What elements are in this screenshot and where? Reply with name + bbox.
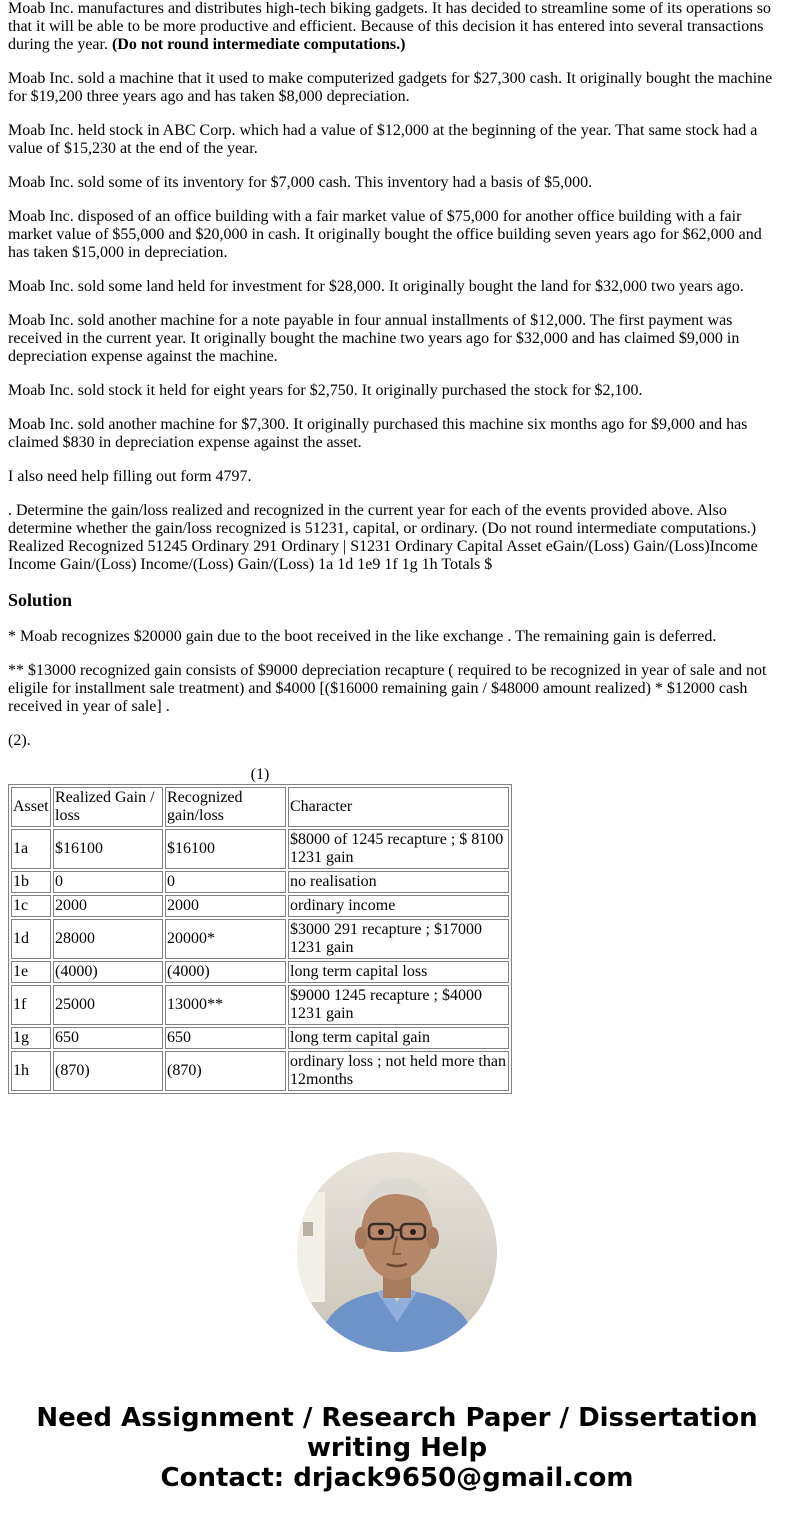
cell-recognized: 20000* (165, 919, 286, 959)
solution-heading: Solution (8, 590, 73, 610)
event-paragraph: Moab Inc. sold another machine for $7,300. It originally purchased this machine six months ago for $9,000 and has claimed $830 in depreciation expense against the asset. (8, 416, 748, 451)
cell-realized: 25000 (53, 985, 163, 1025)
banner-contact-line: Contact: drjack9650@gmail.com (160, 1463, 634, 1493)
table-row (11, 1027, 509, 1049)
solution-note-1: * Moab recognizes $20000 gain due to the boot received in the like exchange . The remaining gain is deferred. (8, 628, 717, 645)
intro-paragraph (8, 0, 786, 54)
cell-character: $3000 291 recapture ; $17000 1231 gain (288, 919, 509, 959)
cell-realized: 0 (53, 871, 163, 893)
intro-text: Moab Inc. manufactures and distributes high-tech biking gadgets. It has decided to streamline some of its operations so that it will be able to be more productive and efficient. Because of this decision it has entered into several transactions during the year. (8, 0, 771, 53)
cell-character: ordinary income (288, 895, 509, 917)
table-header-row (11, 787, 509, 827)
solution-note-2: ** $13000 recognized gain consists of $9000 depreciation recapture ( required to be recognized in year of sale and not eligile for installment sale treatment) and $4000 [($16000 remaining gain / $48000 amount realized) * $12000 cash received in year of sale] . (8, 662, 767, 715)
cell-realized: $16100 (53, 829, 163, 869)
cell-asset: 1f (11, 985, 51, 1025)
table-row (11, 1051, 509, 1091)
table-row (11, 871, 509, 893)
table-row (11, 829, 509, 869)
cell-asset: 1e (11, 961, 51, 983)
cell-character: long term capital loss (288, 961, 509, 983)
event-paragraph: Moab Inc. sold some land held for investment for $28,000. It originally bought the land for $32,000 two years ago. (8, 278, 744, 295)
cell-recognized: 2000 (165, 895, 286, 917)
cell-realized: 28000 (53, 919, 163, 959)
cell-recognized: 650 (165, 1027, 286, 1049)
cell-recognized: $16100 (165, 829, 286, 869)
intro-bold-note: (Do not round intermediate computations.) (111, 36, 406, 53)
banner-line-2: writing Help (306, 1433, 488, 1463)
cell-recognized: 0 (165, 871, 286, 893)
table-row (11, 985, 509, 1025)
cell-character: $9000 1245 recapture ; $4000 1231 gain (288, 985, 509, 1025)
cell-character: ordinary loss ; not held more than 12months (288, 1051, 509, 1091)
cell-asset: 1a (11, 829, 51, 869)
cell-recognized: (4000) (165, 961, 286, 983)
cell-asset: 1h (11, 1051, 51, 1091)
cell-character: $8000 of 1245 recapture ; $ 8100 1231 gain (288, 829, 509, 869)
cell-realized: (870) (53, 1051, 163, 1091)
event-paragraph: Moab Inc. sold some of its inventory for $7,000 cash. This inventory had a basis of $5,000. (8, 174, 593, 191)
header-asset: Asset (11, 787, 51, 827)
cell-character: long term capital gain (288, 1027, 509, 1049)
header-realized: Realized Gain / loss (53, 787, 163, 827)
request-paragraph: I also need help filling out form 4797. (8, 468, 252, 485)
event-paragraph: Moab Inc. sold a machine that it used to make computerized gadgets for $27,300 cash. It originally bought the machine for $19,200 three years ago and has taken $8,000 depreciation. (8, 70, 773, 105)
cell-realized: 650 (53, 1027, 163, 1049)
tutor-avatar (297, 1152, 497, 1352)
header-character: Character (288, 787, 509, 827)
event-paragraph: Moab Inc. held stock in ABC Corp. which had a value of $12,000 at the beginning of the year. That same stock had a value of $15,230 at the end of the year. (8, 122, 758, 157)
cell-asset: 1d (11, 919, 51, 959)
table-row (11, 919, 509, 959)
tutor-portrait-icon (297, 1152, 497, 1352)
cell-recognized: 13000** (165, 985, 286, 1025)
banner-line-1: Need Assignment / Research Paper / Dissertation (36, 1403, 758, 1433)
cell-realized: 2000 (53, 895, 163, 917)
header-recognized: Recognized gain/loss (165, 787, 286, 827)
cell-asset: 1g (11, 1027, 51, 1049)
event-paragraph: Moab Inc. sold stock it held for eight years for $2,750. It originally purchased the stock for $2,100. (8, 382, 643, 399)
cell-asset: 1b (11, 871, 51, 893)
table-row (11, 961, 509, 983)
cell-character: no realisation (288, 871, 509, 893)
table-caption: (1) (250, 766, 270, 783)
table-row (11, 895, 509, 917)
cell-asset: 1c (11, 895, 51, 917)
event-paragraph: Moab Inc. disposed of an office building with a fair market value of $75,000 for another office building with a fair market value of $55,000 and $20,000 in cash. It originally bought the office building seven years ago for $62,000 and has taken $15,000 in depreciation. (8, 208, 762, 261)
task-paragraph: . Determine the gain/loss realized and recognized in the current year for each of the events provided above. Also determine whether the gain/loss recognized is 51231, capital, or ordinary. (Do not round intermediate computations.) Realized Recognized 51245 Ordinary 291 Ordinary | S1231 Ordinary Capital Asset eGain/(Loss) Gain/(Loss)Income Income Gain/(Loss) Income/(Loss) Gain/(Loss) 1a 1d 1e9 1f 1g 1h Totals $ (8, 502, 758, 573)
answer-table (8, 766, 512, 1094)
cell-recognized: (870) (165, 1051, 286, 1091)
part-label: (2). (8, 732, 31, 749)
cell-realized: (4000) (53, 961, 163, 983)
event-paragraph: Moab Inc. sold another machine for a note payable in four annual installments of $12,000. The first payment was received in the current year. It originally bought the machine two years ago for $32,000 and has claimed $9,000 in depreciation expense against the machine. (8, 312, 740, 365)
contact-banner (0, 1403, 794, 1493)
